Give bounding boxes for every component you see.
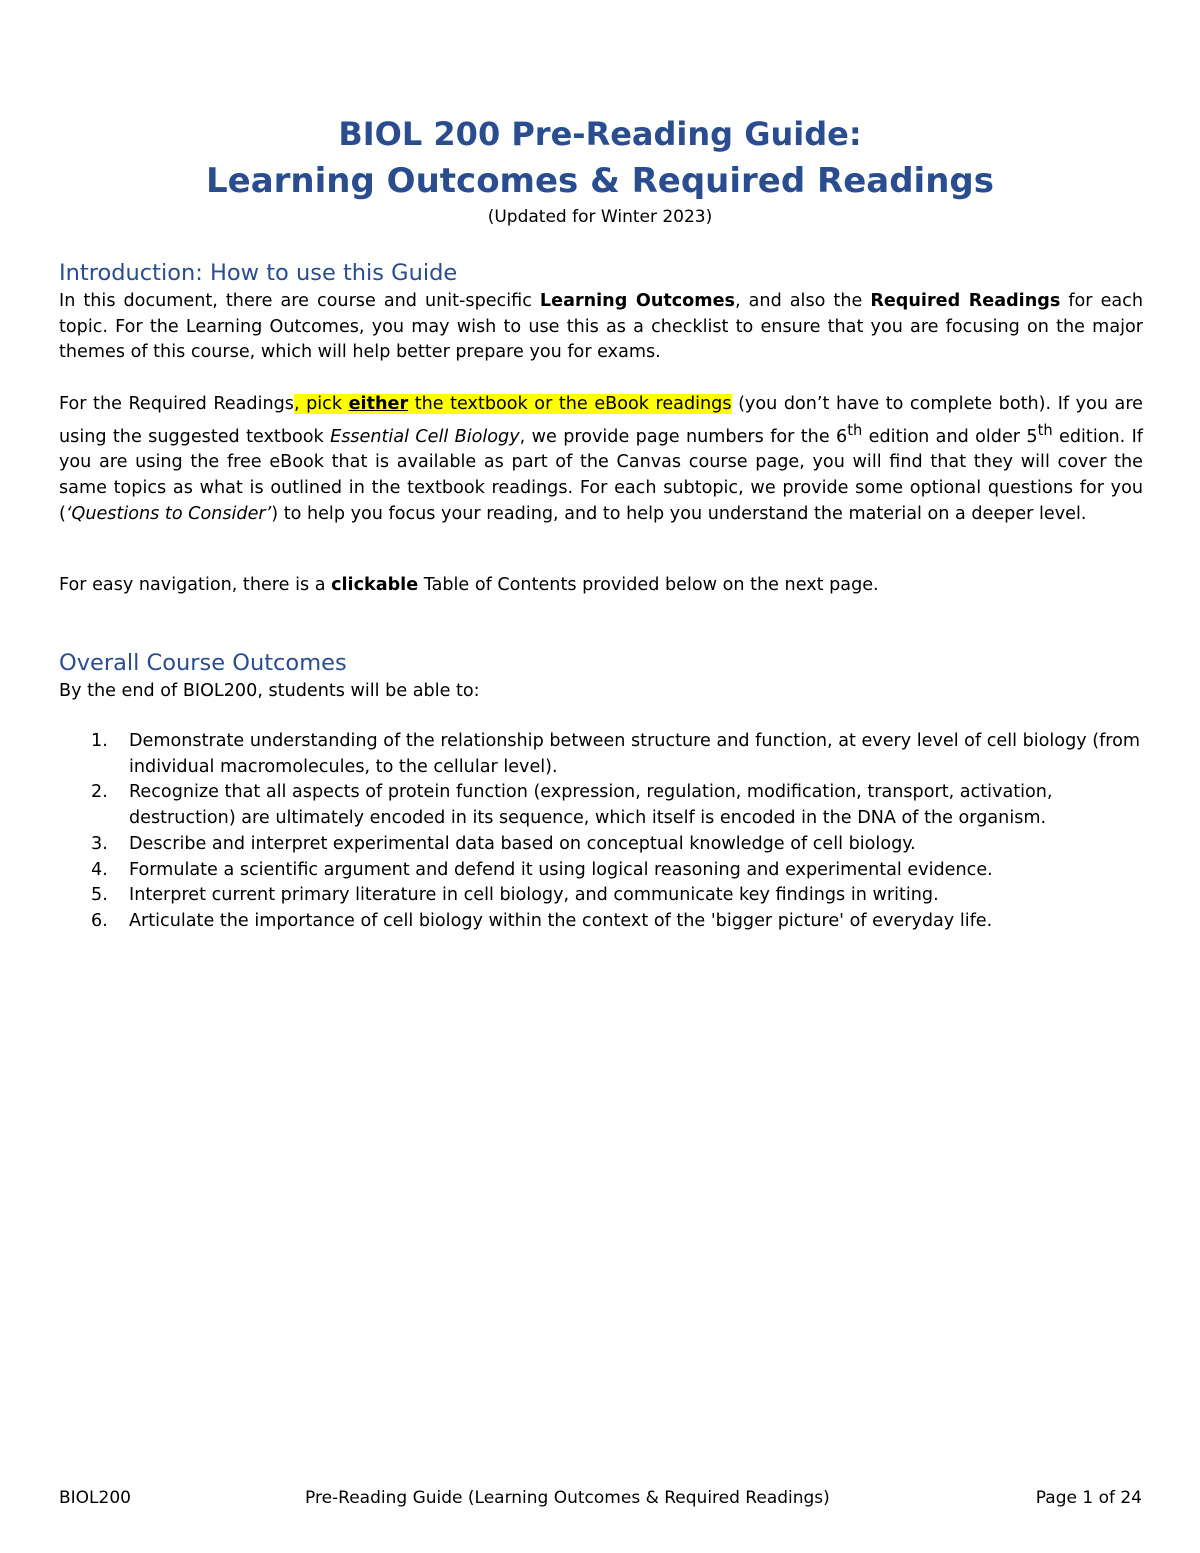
highlighted-instruction: [294, 394, 732, 414]
questions-to-consider: ‘Questions to Consider’: [65, 503, 272, 524]
list-item: [59, 729, 1143, 780]
outcomes-list: [59, 729, 1143, 935]
document-title-line2: Learning Outcomes & Required Readings: [206, 161, 994, 201]
superscript: th: [847, 421, 863, 439]
list-number: 3.: [91, 833, 108, 854]
list-number: 1.: [91, 731, 108, 751]
intro-paragraph-2: [59, 392, 1143, 527]
list-item: [59, 832, 1143, 858]
bold-clickable: clickable: [331, 575, 419, 595]
text-run: For the Required Readings: [59, 394, 294, 414]
list-item: [59, 858, 1143, 884]
text-run: edition and older 5: [862, 426, 1038, 447]
list-number: 5.: [91, 885, 108, 906]
text-run: For easy navigation, there is a: [59, 575, 332, 595]
superscript: th: [1037, 421, 1053, 439]
text-run: the textbook or the eBook readings: [408, 394, 732, 414]
list-number: 4.: [91, 859, 108, 880]
list-item-text: Demonstrate understanding of the relationship between structure and function, at every level of cell biology (from individual macromolecules, to the cellular level).: [129, 731, 1141, 777]
text-run: (you don’t have to complete both). If you are using the suggested textbook: [59, 394, 1143, 447]
bold-learning-outcomes: Learning Outcomes: [539, 291, 736, 311]
text-run: for each topic. For the Learning Outcomes, you may wish to use this as a checklist to ensure that you are focusing on the major themes of this course, which will help better prepare you for exams.: [59, 291, 1144, 363]
footer-left: BIOL200: [59, 1488, 131, 1508]
list-number: 2.: [91, 782, 108, 803]
list-item: [59, 883, 1143, 909]
text-run: In this document, there are course and unit-specific: [59, 291, 540, 311]
text-run: , pick: [293, 394, 349, 414]
list-item: [59, 780, 1143, 831]
title-block: [0, 110, 1200, 229]
textbook-title: Essential Cell Biology: [330, 426, 520, 447]
footer-page-number: Page 1 of 24: [1035, 1488, 1142, 1508]
text-run: edition. If you are using the free eBook that is available as part of the Canvas course page, you will find that they will cover the same topics as what is outlined in the textbook readings. For each subtopic, we provide some optional questions for you (: [59, 426, 1143, 524]
list-item-text: Articulate the importance of cell biology within the context of the 'bigger picture' of everyday life.: [129, 910, 993, 931]
intro-heading: Introduction: How to use this Guide: [59, 260, 458, 286]
bold-required-readings: Required Readings: [870, 291, 1061, 311]
text-run: Table of Contents provided below on the next page.: [418, 575, 879, 595]
updated-note: (Updated for Winter 2023): [487, 207, 713, 227]
list-item-text: Interpret current primary literature in cell biology, and communicate key findings in writing.: [129, 885, 939, 906]
intro-paragraph-3: [59, 573, 1143, 599]
text-run: , we provide page numbers for the 6: [519, 426, 848, 447]
text-run: ) to help you focus your reading, and to help you understand the material on a deeper level.: [271, 503, 1087, 524]
list-item: [59, 909, 1143, 935]
list-item-text: Recognize that all aspects of protein function (expression, regulation, modification, transport, activation, destruction) are ultimately encoded in its sequence, which itself is encoded in the DNA of the organism.: [129, 782, 1053, 829]
text-run: , and also the: [735, 291, 871, 311]
document-title-line1: BIOL 200 Pre-Reading Guide:: [338, 115, 862, 153]
intro-paragraph-1: [59, 289, 1143, 366]
footer-center: Pre-Reading Guide (Learning Outcomes & Required Readings): [305, 1488, 830, 1508]
outcomes-heading: Overall Course Outcomes: [59, 650, 347, 676]
underlined-either: either: [348, 394, 409, 414]
list-item-text: Formulate a scientific argument and defend it using logical reasoning and experimental evidence.: [129, 859, 993, 880]
outcomes-lead: By the end of BIOL200, students will be able to:: [59, 681, 480, 701]
list-item-text: Describe and interpret experimental data based on conceptual knowledge of cell biology.: [129, 833, 916, 854]
list-number: 6.: [91, 910, 108, 931]
